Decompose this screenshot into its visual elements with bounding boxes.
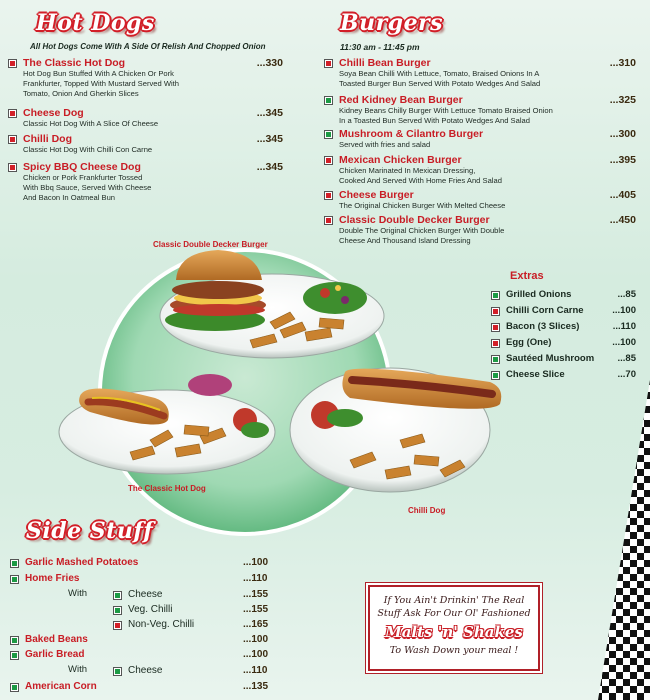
item-desc: Kidney Beans Chilly Burger With Lettuce Tomato Braised Onion: [339, 106, 553, 115]
bullet-icon: [491, 323, 500, 332]
extras-name: Sautéed Mushroom: [506, 353, 595, 364]
hotdog-item-cheese[interactable]: [8, 107, 283, 129]
bullet-icon: [8, 59, 17, 68]
hotdog-item-chilli[interactable]: [8, 133, 283, 155]
side-name: Veg. Chilli: [128, 604, 173, 615]
item-name: Red Kidney Bean Burger: [339, 94, 463, 106]
item-name: Cheese Dog: [23, 107, 84, 119]
malts-line-2: Stuff Ask For Our Ol' Fashioned: [377, 608, 531, 619]
side-price: ...155: [243, 604, 269, 615]
item-price: ...325: [609, 94, 636, 106]
malts-line-1: If You Ain't Drinkin' The Real: [383, 595, 525, 606]
burger-item-double-decker[interactable]: [324, 214, 636, 246]
malts-shakes-box: [368, 585, 540, 671]
burger-item-red-kidney[interactable]: [324, 94, 636, 126]
burgers-hours: 11:30 am - 11:45 pm: [340, 42, 420, 52]
side-option[interactable]: [113, 589, 162, 600]
item-desc: In a Toasted Bun Served With Potato Wedges And Salad: [339, 116, 530, 125]
burgers-title: Burgers: [340, 10, 444, 36]
bullet-icon: [491, 291, 500, 300]
burger-item-chilli-bean[interactable]: [324, 57, 636, 89]
extras-item[interactable]: [491, 321, 636, 332]
caption-hot-dog: The Classic Hot Dog: [128, 484, 206, 493]
burger-item-mushroom[interactable]: [324, 128, 636, 150]
extras-title: Extras: [510, 270, 544, 282]
item-name: Cheese Burger: [339, 189, 414, 201]
extras-item[interactable]: [491, 369, 636, 380]
bullet-icon: [113, 621, 122, 630]
item-price: ...330: [256, 57, 283, 69]
extras-name: Bacon (3 Slices): [506, 321, 580, 332]
bullet-icon: [10, 636, 19, 645]
malts-line-4: To Wash Down your meal !: [389, 645, 519, 656]
item-name: Chilli Bean Burger: [339, 57, 431, 69]
side-name: Garlic Mashed Potatoes: [25, 557, 139, 568]
side-item[interactable]: [10, 573, 79, 584]
item-desc: Cheese And Thousand Island Dressing: [339, 236, 471, 245]
extras-price: ...100: [612, 305, 636, 316]
side-price: ...165: [243, 619, 269, 630]
bullet-icon: [8, 109, 17, 118]
bullet-icon: [324, 156, 333, 165]
sidestuff-title: Side Stuff: [26, 518, 154, 544]
side-name: American Corn: [25, 681, 97, 692]
side-item[interactable]: [10, 649, 84, 660]
item-desc: Cooked And Served With Home Fries And Salad: [339, 176, 502, 185]
item-desc: Classic Hot Dog With Chilli Con Carne: [23, 145, 153, 154]
item-price: ...405: [609, 189, 636, 201]
burger: [165, 250, 266, 331]
item-desc: Served with fries and salad: [339, 140, 431, 149]
burger-item-cheese[interactable]: [324, 189, 636, 211]
bullet-icon: [113, 591, 122, 600]
item-desc: Soya Bean Chilli With Lettuce, Tomato, Braised Onions In A: [339, 69, 540, 78]
extras-name: Grilled Onions: [506, 289, 572, 300]
extras-name: Chilli Corn Carne: [506, 305, 584, 316]
bullet-icon: [10, 559, 19, 568]
bullet-icon: [324, 216, 333, 225]
bullet-icon: [324, 130, 333, 139]
extras-item[interactable]: [491, 305, 636, 316]
side-item[interactable]: [10, 681, 97, 692]
bullet-icon: [324, 191, 333, 200]
side-price: ...100: [243, 634, 269, 645]
item-desc: Double The Original Chicken Burger With Double: [339, 226, 505, 235]
item-price: ...345: [256, 161, 283, 173]
extras-price: ...85: [617, 289, 636, 300]
item-desc: The Original Chicken Burger With Melted Cheese: [339, 201, 506, 210]
side-item[interactable]: [10, 634, 88, 645]
item-name: Classic Double Decker Burger: [339, 214, 490, 226]
bullet-icon: [10, 575, 19, 584]
hotdogs-title: Hot Dogs: [36, 10, 155, 36]
item-desc: Chicken or Pork Frankfurter Tossed: [23, 173, 143, 182]
burger-item-mexican-chicken[interactable]: [324, 154, 636, 186]
hotdog-item-classic[interactable]: [8, 57, 283, 99]
bullet-icon: [491, 371, 500, 380]
with-label: With: [68, 664, 87, 675]
item-name: The Classic Hot Dog: [23, 57, 126, 69]
side-price: ...110: [243, 573, 268, 584]
item-price: ...310: [609, 57, 636, 69]
with-label: With: [68, 588, 87, 599]
item-desc: Chicken Marinated In Mexican Dressing,: [339, 166, 476, 175]
side-option[interactable]: [113, 604, 172, 615]
bullet-icon: [10, 683, 19, 692]
item-desc: With Bbq Sauce, Served With Cheese: [23, 183, 152, 192]
bullet-icon: [324, 96, 333, 105]
side-name: Garlic Bread: [25, 649, 85, 660]
item-price: ...345: [256, 107, 283, 119]
extras-item[interactable]: [491, 289, 636, 300]
bullet-icon: [491, 355, 500, 364]
bullet-icon: [491, 307, 500, 316]
bullet-icon: [324, 59, 333, 68]
bullet-icon: [8, 135, 17, 144]
item-name: Mushroom & Cilantro Burger: [339, 128, 484, 140]
malts-heading: Malts 'n' Shakes: [385, 623, 523, 641]
extras-item[interactable]: [491, 337, 636, 348]
side-price: ...100: [243, 649, 269, 660]
extras-item[interactable]: [491, 353, 636, 364]
item-price: ...450: [609, 214, 636, 226]
bullet-icon: [113, 606, 122, 615]
side-option[interactable]: [113, 619, 194, 630]
item-price: ...300: [609, 128, 636, 140]
extras-price: ...110: [612, 321, 636, 332]
bullet-icon: [10, 651, 19, 660]
item-desc: Frankfurter, Topped With Mustard Served With: [23, 79, 180, 88]
side-price: ...100: [243, 557, 269, 568]
extras-name: Egg (One): [506, 337, 552, 348]
item-name: Mexican Chicken Burger: [339, 154, 462, 166]
item-desc: Tomato, Onion And Gherkin Slices: [23, 89, 139, 98]
side-price: ...135: [243, 681, 269, 692]
item-desc: Hot Dog Bun Stuffed With A Chicken Or Pork: [23, 69, 174, 78]
side-name: Non-Veg. Chilli: [128, 619, 195, 630]
hotdog-item-spicy-bbq[interactable]: [8, 161, 283, 203]
bullet-icon: [491, 339, 500, 348]
item-name: Chilli Dog: [23, 133, 72, 145]
extras-price: ...70: [617, 369, 636, 380]
item-name: Spicy BBQ Cheese Dog: [23, 161, 141, 173]
extras-price: ...100: [612, 337, 636, 348]
side-name: Home Fries: [25, 573, 80, 584]
side-name: Baked Beans: [25, 634, 88, 645]
bullet-icon: [113, 667, 122, 676]
caption-chilli-dog: Chilli Dog: [408, 506, 446, 515]
side-option[interactable]: [113, 665, 162, 676]
salad: [303, 282, 367, 314]
item-desc: Toasted Burger Bun Served With Potato Wedges And Salad: [339, 79, 541, 88]
side-price: ...110: [243, 665, 268, 676]
item-price: ...395: [609, 154, 636, 166]
side-name: Cheese: [128, 589, 163, 600]
extras-name: Cheese Slice: [506, 369, 565, 380]
side-price: ...155: [243, 589, 269, 600]
bullet-icon: [8, 163, 17, 172]
hotdogs-note: All Hot Dogs Come With A Side Of Relish And Chopped Onion: [30, 42, 266, 51]
side-item[interactable]: [10, 557, 138, 568]
item-desc: Classic Hot Dog With A Slice Of Cheese: [23, 119, 159, 128]
item-price: ...345: [256, 133, 283, 145]
caption-double-decker: Classic Double Decker Burger: [153, 240, 268, 249]
side-name: Cheese: [128, 665, 163, 676]
extras-price: ...85: [617, 353, 636, 364]
item-desc: And Bacon In Oatmeal Bun: [23, 193, 116, 202]
